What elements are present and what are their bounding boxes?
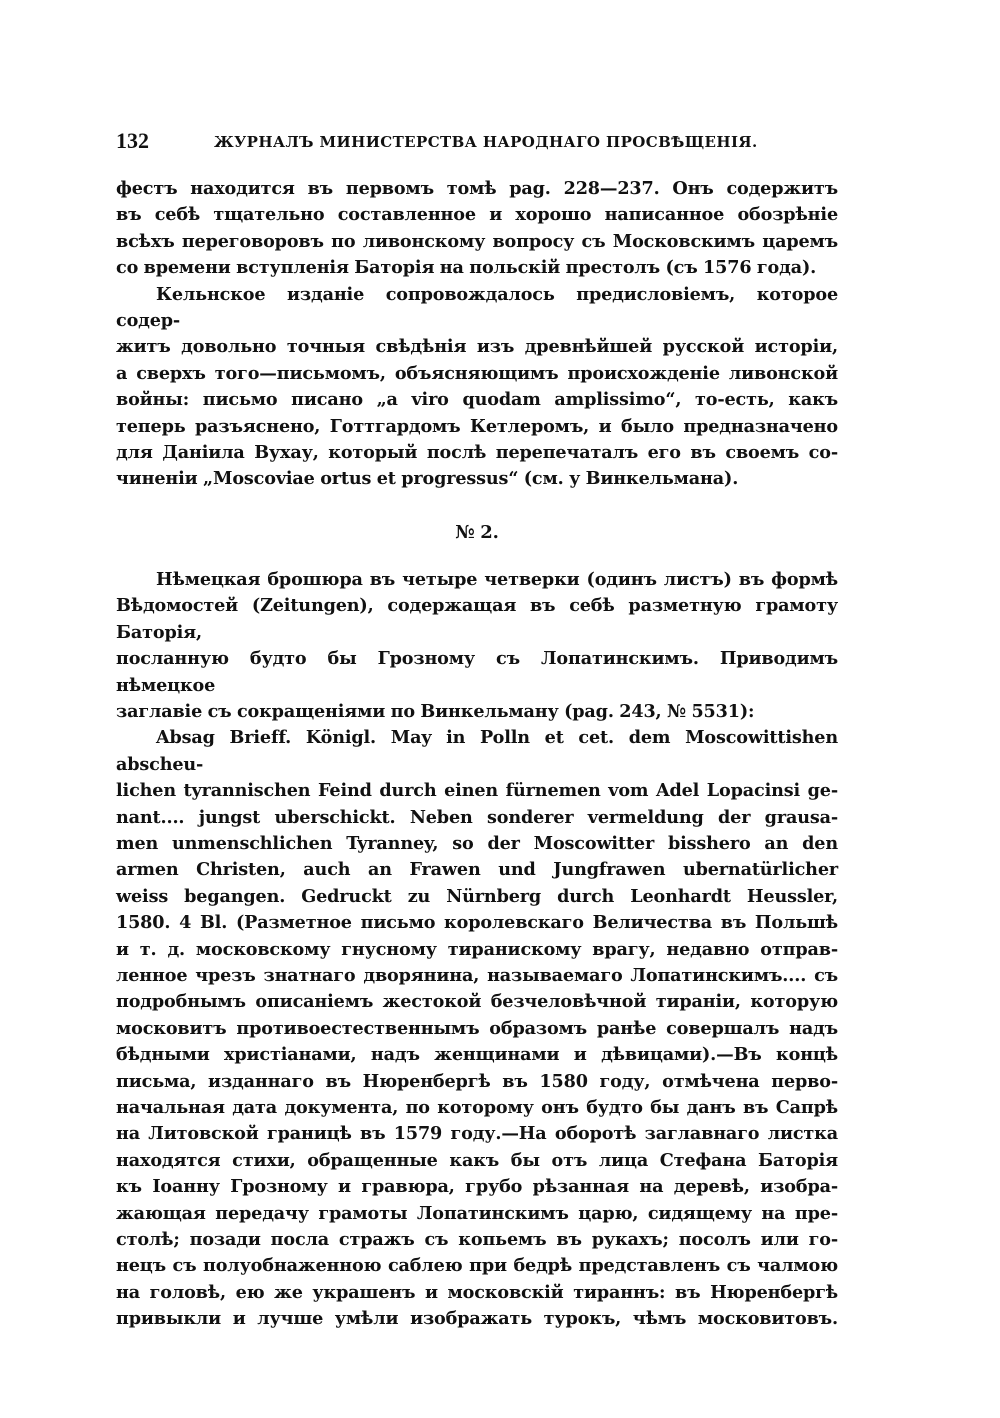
text-line: Нѣмецкая брошюра въ четыре четверки (одинъ листъ) въ формѣ — [156, 568, 838, 590]
text-line: столѣ; позади посла стражъ съ копьемъ въ рукахъ; посолъ или го- — [116, 1229, 838, 1251]
text-line: всѣхъ переговоровъ по ливонскому вопросу съ Московскимъ царемъ — [116, 230, 838, 252]
text-line: на головѣ, ею же украшенъ и московскій тираннъ: въ Нюренбергѣ — [116, 1281, 838, 1303]
text-line: чиненіи „Moscoviae ortus et progressus“ (см. у Винкельмана). — [116, 468, 739, 490]
page-header — [116, 128, 856, 156]
text-line: письма, изданнаго въ Нюренбергѣ въ 1580 году, отмѣчена перво- — [116, 1070, 838, 1092]
text-line: Кельнское изданіе сопровождалось предисловіемъ, которое содер- — [116, 283, 838, 332]
text-line: въ себѣ тщательно составленное и хорошо написанное обозрѣніе — [116, 204, 838, 226]
text-line: 1580. 4 Bl. (Разметное письмо королевскаго Величества въ Польшѣ — [116, 912, 838, 934]
text-line: фестъ находится въ первомъ томѣ pag. 228—237. Онъ содержитъ — [116, 178, 838, 199]
text-line: men unmenschlichen Tyranney, so der Moscowitter bisshero an den — [116, 832, 838, 854]
text-line: Absag Brieff. Königl. May in Polln et cet. dem Moscowittishen abscheu- — [116, 727, 838, 775]
section-heading: № 2. — [455, 521, 499, 543]
text-line: и т. д. московскому гнусному тиранискому врагу, недавно отправ- — [116, 938, 838, 960]
text-line: подробнымъ описаніемъ жестокой безчеловѣчной тираніи, которую — [116, 991, 838, 1013]
text-line: ленное чрезъ знатнаго дворянина, называемаго Лопатинскимъ.... съ — [116, 964, 838, 986]
body-text — [116, 176, 838, 1333]
text-line: lichen tyrannischen Feind durch einen fürnemen vom Adel Lopacinsi ge- — [116, 780, 838, 802]
text-line: начальная дата документа, по которому онъ будто бы данъ въ Сапрѣ — [116, 1097, 838, 1118]
text-line: войны: письмо писано „a viro quodam amplissimo“, то-есть, какъ — [116, 389, 838, 411]
text-line: со времени вступленія Баторія на польскій престолъ (съ 1576 года). — [116, 257, 817, 279]
paragraph-cologne-edition — [116, 282, 838, 493]
text-line: Вѣдомостей (Zeitungen), содержащая въ себѣ разметную грамоту Баторія, — [116, 595, 838, 643]
text-line: armen Christen, auch an Frawen und Jungfrawen ubernatürlicher — [116, 859, 838, 881]
text-line: заглавіе съ сокращеніями по Винкельману (pag. 243, № 5531): — [116, 700, 755, 722]
paragraph-continuation — [116, 176, 838, 282]
page-number: 132 — [116, 128, 149, 153]
text-line: nant.... jungst uberschickt. Neben sonderer vermeldung der grausa- — [116, 806, 838, 828]
text-line: а сверхъ того—письмомъ, объясняющимъ происхожденіе ливонской — [116, 362, 838, 384]
text-line: бѣдными христіанами, надъ женщинами и дѣвицами).—Въ концѣ — [116, 1044, 838, 1066]
text-line: посланную будто бы Грозному съ Лопатинскимъ. Приводимъ нѣмецкое — [116, 648, 838, 696]
text-line: для Даніила Вухау, который послѣ перепечаталъ его въ своемъ со- — [116, 442, 838, 464]
paragraph-german-brochure — [116, 567, 838, 725]
running-title: ЖУРНАЛЪ МИНИСТЕРСТВА НАРОДНАГО ПРОСВѢЩЕНІЯ. — [214, 133, 758, 151]
text-line: нецъ съ полуобнаженною саблею при бедрѣ представленъ съ чалмою — [116, 1255, 838, 1277]
text-line: къ Іоанну Грозному и гравюра, грубо рѣзанная на деревѣ, изобра- — [116, 1176, 838, 1198]
paragraph-title-quote — [116, 725, 838, 1332]
text-line: московитъ противоестественнымъ образомъ ранѣе совершалъ надъ — [116, 1017, 838, 1039]
text-line: привыкли и лучше умѣли изображать турокъ, чѣмъ московитовъ. — [116, 1308, 838, 1330]
text-line: житъ довольно точныя свѣдѣнія изъ древнѣйшей русской исторіи, — [116, 336, 838, 358]
text-line: теперь разъяснено, Готтгардомъ Кетлеромъ, и было предназначено — [116, 415, 838, 437]
text-line: weiss begangen. Gedruckt zu Nürnberg durch Leonhardt Heussler, — [116, 885, 838, 907]
text-line: находятся стихи, обращенные какъ бы отъ лица Стефана Баторія — [116, 1149, 838, 1171]
text-line: на Литовской границѣ въ 1579 году.—На оборотѣ заглавнаго листка — [116, 1123, 838, 1145]
text-line: жающая передачу грамоты Лопатинскимъ царю, сидящему на пре- — [116, 1202, 838, 1224]
